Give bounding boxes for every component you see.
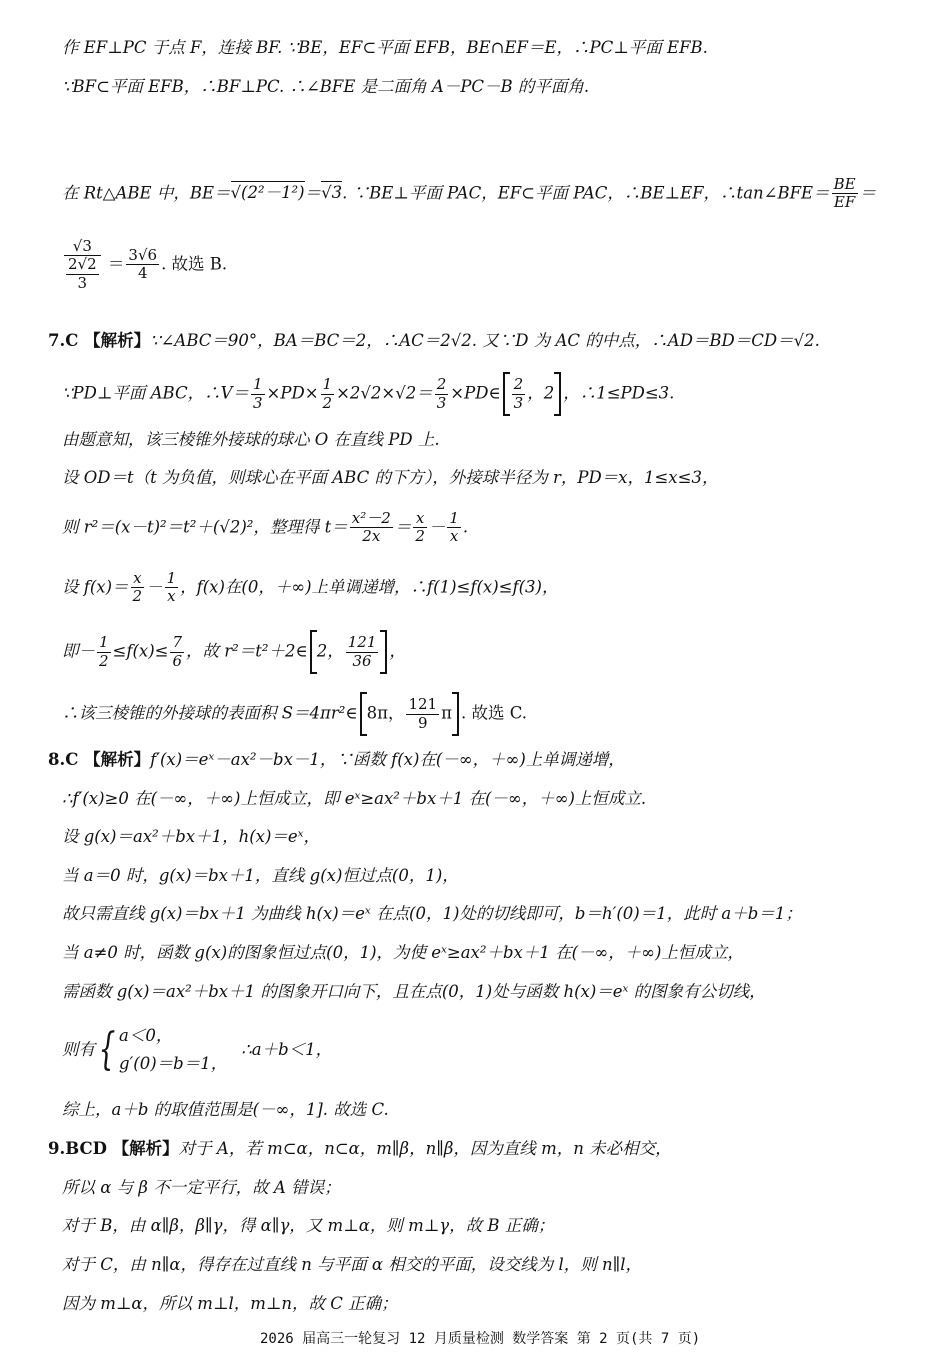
s6-l3a: 在 Rt△ABE 中，BE＝ [62, 183, 231, 203]
s9-head: 9.BCD 【解析】 [48, 1139, 179, 1158]
s7-l8a: ∴该三棱锥的外接球的表面积 S＝4πr²∈ [62, 703, 358, 723]
s7-l6b: － [146, 577, 163, 597]
eq-sign: ＝ [107, 254, 125, 274]
s7-line-5 [62, 510, 468, 546]
s7-l2d: ×PD∈ [450, 383, 501, 403]
s8-line-7: 需函数 g(x)＝ax²＋bx＋1 的图象开口向下，且在点(0，1)处与函数 h(x)＝eˣ 的图象有公切线， [62, 982, 766, 1001]
frac-complex [64, 238, 101, 292]
s8-line-8 [62, 1022, 332, 1078]
s7-l5c: － [428, 517, 446, 537]
s8-l1: f′(x)＝eˣ－ax²－bx－1，∵函数 f(x)在(－∞，＋∞)上单调递增， [150, 750, 625, 769]
frac-2-3b [512, 376, 526, 412]
iv-pi: π [441, 703, 452, 723]
d: 36 [352, 651, 372, 670]
frac-1-x [447, 510, 461, 546]
n: 121 [347, 633, 377, 652]
s6-l3b: ＝ [304, 183, 322, 203]
page-footer: 2026 届高三一轮复习 12 月质量检测 数学答案 第 2 页(共 7 页) [260, 1331, 701, 1347]
iv-a: 2， [316, 641, 344, 661]
s6-line-1: 作 EF⊥PC 于点 F，连接 BF. ∵BE，EF⊂平面 EFB，BE∩EF＝E，∴PC⊥平面 EFB. [62, 38, 708, 57]
d: 9 [418, 713, 428, 732]
frac-121-9 [406, 696, 439, 732]
s8-l8a: 则有 [62, 1039, 95, 1059]
s6-line-4 [62, 238, 227, 292]
s9-line-4: 对于 C，由 n∥α，得存在过直线 n 与平面 α 相交的平面，设交线为 l，则 n∥l， [62, 1255, 643, 1274]
s7-l7c: ，故 r²＝t²＋2∈ [186, 641, 308, 661]
rbracket [380, 630, 387, 674]
frac-inner [66, 256, 99, 292]
frac-be-ef [832, 176, 858, 212]
frac-1-2b [97, 634, 111, 670]
s8-line-2: ∴f′(x)≥0 在(－∞，＋∞)上恒成立，即 eˣ≥ax²＋bx＋1 在(－∞，＋∞)上恒成立. [62, 789, 647, 808]
s9-line-1 [48, 1141, 672, 1158]
s8-head: 8.C 【解析】 [48, 750, 151, 769]
s7-l5a: 则 r²＝(x－t)²＝t²＋(√2)²，整理得 t＝ [62, 517, 348, 537]
s7-line-6 [62, 570, 558, 606]
n: 1 [166, 569, 177, 587]
n: x [131, 570, 145, 588]
lbracket [503, 372, 510, 416]
s8-line-4: 当 a＝0 时，g(x)＝bx＋1，直线 g(x)恒过点(0，1)， [62, 866, 459, 885]
s7-l8b: . 故选 C. [460, 703, 527, 723]
n: 1 [449, 509, 459, 527]
n: 7 [172, 633, 183, 652]
s8-line-1 [48, 752, 625, 769]
s7-l7d: ， [389, 641, 406, 661]
s8-line-3: 设 g(x)＝ax²＋bx＋1，h(x)＝eˣ， [62, 827, 321, 846]
s6-l3c: . ∵BE⊥平面 PAC，EF⊂平面 PAC，∴BE⊥EF，∴tan∠BFE＝ [342, 183, 830, 203]
s6-line-3 [62, 176, 876, 212]
frac-x-2b [131, 570, 145, 606]
frac-7-6 [170, 634, 184, 670]
s7-l6a: 设 f(x)＝ [62, 577, 129, 597]
s7-line-2 [62, 372, 674, 416]
frac-1-3 [251, 376, 265, 412]
s6-line-2: ∵BF⊂平面 EFB，∴BF⊥PC. ∴∠BFE 是二面角 A－PC－B 的平面角. [62, 77, 590, 96]
n: x [413, 510, 427, 528]
system [119, 1022, 227, 1078]
s6-l3d: ＝ [859, 183, 877, 203]
s9-line-5: 因为 m⊥α，所以 m⊥l，m⊥n，故 C 正确； [62, 1294, 398, 1313]
s7-line-8 [62, 692, 527, 736]
d: 2 [415, 527, 425, 546]
s7-l7b: ≤f(x)≤ [112, 641, 169, 661]
frac-x2 [350, 510, 393, 546]
brace: { [98, 1024, 116, 1076]
frac-inner-den: 3 [77, 273, 88, 292]
iv-b: ，2 [527, 383, 555, 403]
s7-l5d: . [462, 517, 469, 537]
frac-1-xb [165, 570, 179, 606]
s7-l7a: 即－ [62, 641, 95, 661]
s9-line-3: 对于 B，由 α∥β，β∥γ，得 α∥γ，又 m⊥α，则 m⊥γ，故 B 正确； [62, 1216, 555, 1235]
s9-line-2: 所以 α 与 β 不一定平行，故 A 错误； [62, 1178, 341, 1197]
s7-line-1 [48, 333, 820, 350]
d: 3 [436, 393, 447, 412]
d: 3 [252, 393, 263, 412]
sys-2: g′(0)＝b＝1， [119, 1054, 228, 1074]
n: 1 [322, 375, 333, 394]
n: 1 [252, 375, 263, 394]
s7-l2e: ，∴1≤PD≤3. [563, 383, 675, 403]
s8-line-5: 故只需直线 g(x)＝bx＋1 为曲线 h(x)＝eˣ 在点(0，1)处的切线即可，b＝h′(0)＝1，此时 a＋b＝1； [62, 904, 802, 923]
frac-121-36 [346, 634, 379, 670]
s7-line-3: 由题意知，该三棱锥外接球的球心 O 在直线 PD 上. [62, 430, 440, 449]
s6-l4: . 故选 B. [161, 254, 228, 274]
s8-line-9: 综上，a＋b 的取值范围是(－∞，1]. 故选 C. [62, 1100, 389, 1119]
frac-result-num: 3√6 [128, 246, 158, 265]
frac-result [126, 247, 159, 283]
s7-l2b: ×PD× [266, 383, 319, 403]
rbracket [452, 692, 459, 736]
d: 3 [513, 393, 524, 412]
s7-l2a: ∵PD⊥平面 ABC，∴V＝ [62, 383, 249, 403]
frac-inner-num: 2√2 [68, 255, 97, 274]
frac-1-2 [321, 376, 335, 412]
s9-l1: 对于 A，若 m⊂α，n⊂α，m∥β，n∥β，因为直线 m，n 未必相交， [178, 1139, 672, 1158]
lbracket [360, 692, 367, 736]
frac-x-2 [413, 510, 427, 546]
rbracket [554, 372, 561, 416]
d: 2 [132, 587, 143, 606]
sys-1: a＜0， [119, 1026, 173, 1045]
sqrt-expr: √(2²－1²) [230, 183, 305, 203]
s7-l2c: ×2√2×√2＝ [336, 383, 433, 403]
frac-complex-num: √3 [64, 238, 101, 256]
d: 2 [99, 651, 109, 670]
s8-line-6: 当 a≠0 时，函数 g(x)的图象恒过点(0，1)，为使 eˣ≥ax²＋bx＋1 在(－∞，＋∞)上恒成立， [62, 943, 744, 962]
d: x [167, 587, 176, 606]
n: x²－2 [351, 509, 391, 527]
n: 2 [436, 375, 447, 394]
frac-num: BE [833, 175, 856, 193]
d: 2x [362, 527, 381, 546]
s7-l6c: ，f(x)在(0，＋∞)上单调递增，∴f(1)≤f(x)≤f(3)， [180, 577, 559, 597]
frac-2-3 [435, 376, 449, 412]
lbracket [310, 630, 317, 674]
s8-l8b: ∴a＋b＜1， [241, 1039, 333, 1059]
frac-den: EF [833, 193, 856, 212]
s7-line-4: 设 OD＝t（t 为负值，则球心在平面 ABC 的下方），外接球半径为 r，PD＝x，1≤x≤3， [62, 468, 719, 487]
n: 1 [99, 633, 109, 652]
s7-head: 7.C 【解析】 [48, 331, 151, 350]
n: 2 [513, 375, 524, 394]
s7-line-7 [62, 630, 406, 674]
n: 121 [408, 695, 438, 714]
d: x [449, 527, 459, 546]
d: 6 [172, 651, 183, 670]
d: 2 [322, 393, 333, 412]
s7-l5b: ＝ [394, 517, 412, 537]
frac-complex-den [64, 256, 101, 292]
frac-result-den: 4 [137, 264, 148, 283]
iv-a: 8π， [366, 703, 405, 723]
s7-l1: ∵∠ABC＝90°，BA＝BC＝2，∴AC＝2√2. 又∵D 为 AC 的中点，∴AD＝BD＝CD＝√2. [150, 331, 820, 350]
sqrt3: √3 [321, 183, 343, 203]
